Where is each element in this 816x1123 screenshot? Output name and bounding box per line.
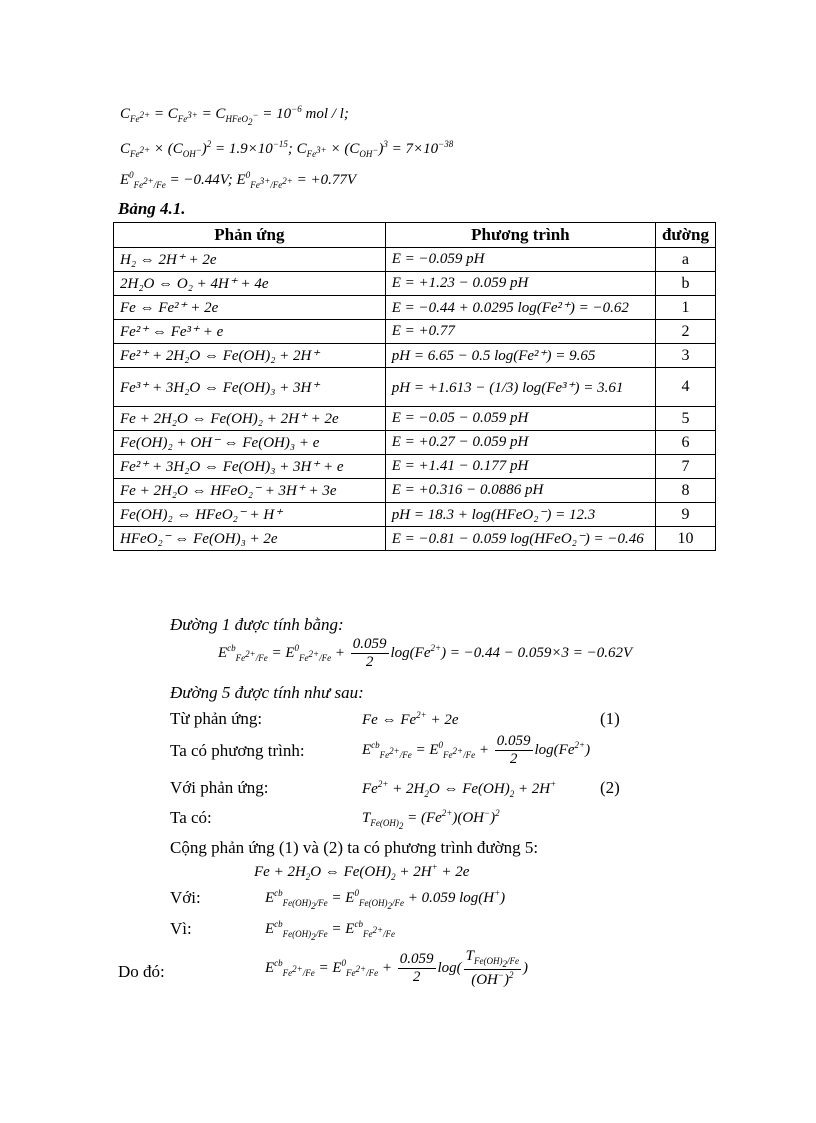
fraction: $\frac{0.059}{2}$ [496, 733, 531, 767]
reaction-1-number: (1) [600, 709, 620, 728]
table-row [114, 479, 716, 503]
header-line: đường [655, 223, 715, 248]
label-voi-phan-ung: Với phản ứng: [170, 778, 269, 797]
reaction-cell: Fe + 2H₂O ⇔ Fe(OH)₂ + 2H⁺ + 2e [114, 407, 386, 431]
equation-cell: E = +1.41 − 0.177 pH [385, 455, 655, 479]
equation-cell: E = +0.77 [385, 320, 655, 344]
line-label-cell: b [655, 272, 715, 296]
reaction-cell: H₂ ⇔ 2H⁺ + 2e [114, 248, 386, 272]
equation-cell: E = +0.316 − 0.0886 pH [385, 479, 655, 503]
equation-cell: E = −0.059 pH [385, 248, 655, 272]
label-do-do: Do đó: [118, 962, 165, 981]
nernst-equation-1: $E^{cb}_{Fe^{2+}/Fe} = E^0_{Fe^{2+}/Fe}$ + $\frac{0.059}{2}$ $\log(Fe^{2+})$ [362, 733, 591, 767]
reaction-cell: Fe + 2H₂O ⇔ HFeO₂⁻ + 3H⁺ + 3e [114, 479, 386, 503]
reaction-cell: Fe²⁺ + 3H₂O ⇔ Fe(OH)₃ + 3H⁺ + e [114, 455, 386, 479]
table-row [114, 248, 716, 272]
reaction-cell: Fe³⁺ + 3H₂O ⇔ Fe(OH)₃ + 3H⁺ [114, 368, 386, 407]
table-caption: Bảng 4.1. [118, 199, 186, 218]
label-cong-phan-ung: Cộng phản ứng (1) và (2) ta có phương trình đường 5: [170, 838, 539, 857]
combined-reaction: $Fe + 2H_2O$ ⇔ $Fe(OH)_2 + 2H^+ + 2e$ [254, 862, 470, 882]
reaction-cell: Fe²⁺ ⇔ Fe³⁺ + e [114, 320, 386, 344]
line-label-cell: 4 [655, 368, 715, 407]
table-row [114, 407, 716, 431]
table-row [114, 344, 716, 368]
line-label-cell: 2 [655, 320, 715, 344]
equation-cell: E = −0.44 + 0.0295 log(Fe²⁺) = −0.62 [385, 296, 655, 320]
nernst-equation-2: $E^{cb}_{Fe(OH)_2/Fe} = E^0_{Fe(OH)_2/Fe} + 0.059$ log(H+) [265, 888, 506, 911]
equation-solubility-products: $C_{Fe^{2+}} \times (C_{OH^-})^2 = 1.9\times 10^{-15}$; $C_{Fe^{3+}} \times (C_{OH^-})^3 = 7\times 10^{-38}$ [120, 139, 454, 159]
final-equation: $E^{cb}_{Fe^{2+}/Fe} = E^0_{Fe^{2+}/Fe}$ + $\frac{0.059}{2}$ log( $\frac{T_{Fe(OH)_2/Fe}}{(OH^-)^2}$ ) [265, 948, 529, 988]
equation-cell: pH = 18.3 + log(HFeO₂⁻) = 12.3 [385, 503, 655, 527]
line-label-cell: a [655, 248, 715, 272]
line-label-cell: 6 [655, 431, 715, 455]
equation-cell: E = −0.05 − 0.059 pH [385, 407, 655, 431]
solubility-equation: $T_{Fe(OH)_2} = (Fe^{2+})(OH^-)^2$ [362, 808, 500, 831]
reaction-cell: 2H₂O ⇔ O₂ + 4H⁺ + 4e [114, 272, 386, 296]
line-label-cell: 8 [655, 479, 715, 503]
label-ta-co-phuong-trinh: Ta có phương trình: [170, 741, 305, 760]
reaction-cell: Fe²⁺ + 2H₂O ⇔ Fe(OH)₂ + 2H⁺ [114, 344, 386, 368]
duong1-equation: $E^{cb}_{Fe^{2+}/Fe} = E^0_{Fe^{2+}/Fe}$ + $\frac{0.059}{2}$ $\log(Fe^{2+}) = -0.44 - 0.059\times 3 = -0.62V$ [218, 636, 633, 670]
header-equation: Phương trình [385, 223, 655, 248]
table-header-row [114, 223, 716, 248]
equation-cell: E = +1.23 − 0.059 pH [385, 272, 655, 296]
table-row [114, 503, 716, 527]
table-row [114, 455, 716, 479]
line-label-cell: 9 [655, 503, 715, 527]
label-voi: Với: [170, 888, 201, 907]
header-reaction: Phản ứng [114, 223, 386, 248]
equation-cell: pH = 6.65 − 0.5 log(Fe²⁺) = 9.65 [385, 344, 655, 368]
table-row [114, 320, 716, 344]
equation-concentrations: $C_{Fe^{2+}} = C_{Fe^{3+}} = C_{HFeO_2^-} = 10^{-6}$ mol / l; [120, 104, 349, 127]
table-row [114, 431, 716, 455]
reaction-2: $Fe^{2+} + 2H_2O$ ⇔ $Fe(OH)_2 + 2H^+$ [362, 779, 557, 799]
equation-standard-potentials: $E^0_{Fe^{2+}/Fe} = -0.44V$; $E^0_{Fe^{3+}/Fe^{2+}} = +0.77V$ [120, 170, 357, 190]
line-label-cell: 3 [655, 344, 715, 368]
reaction-cell: HFeO₂⁻ ⇔ Fe(OH)₃ + 2e [114, 527, 386, 551]
equality-equation: $E^{cb}_{Fe(OH)_2/Fe} = E^{cb}_{Fe^{2+}/Fe}$ [265, 919, 396, 942]
label-tu-phan-ung: Từ phản ứng: [170, 709, 263, 728]
table-row [114, 272, 716, 296]
line-label-cell: 10 [655, 527, 715, 551]
equation-cell: pH = +1.613 − (1/3) log(Fe³⁺) = 3.61 [385, 368, 655, 407]
reaction-2-number: (2) [600, 778, 620, 797]
reaction-1: Fe ⇔ $Fe^{2+} + 2e$ [362, 710, 459, 728]
table-row [114, 296, 716, 320]
label-vi: Vì: [170, 919, 192, 938]
equation-cell: E = −0.81 − 0.059 log(HFeO₂⁻) = −0.46 [385, 527, 655, 551]
duong5-title: Đường 5 được tính như sau: [170, 683, 364, 702]
line-label-cell: 5 [655, 407, 715, 431]
label-ta-co: Ta có: [170, 808, 212, 827]
reaction-cell: Fe(OH)₂ + OH⁻ ⇔ Fe(OH)₃ + e [114, 431, 386, 455]
line-label-cell: 1 [655, 296, 715, 320]
duong1-title: Đường 1 được tính bằng: [170, 615, 344, 634]
reaction-cell: Fe ⇔ Fe²⁺ + 2e [114, 296, 386, 320]
line-label-cell: 7 [655, 455, 715, 479]
fraction: $\frac{0.059}{2}$ [352, 636, 387, 670]
fraction: $\frac{0.059}{2}$ [399, 950, 434, 985]
table-row [114, 368, 716, 407]
fraction-solubility: $\frac{T_{Fe(OH)_2/Fe}}{(OH^-)^2}$ [465, 948, 520, 988]
equation-cell: E = +0.27 − 0.059 pH [385, 431, 655, 455]
table-row [114, 527, 716, 551]
reaction-table [113, 222, 716, 551]
reaction-cell: Fe(OH)₂ ⇔ HFeO₂⁻ + H⁺ [114, 503, 386, 527]
